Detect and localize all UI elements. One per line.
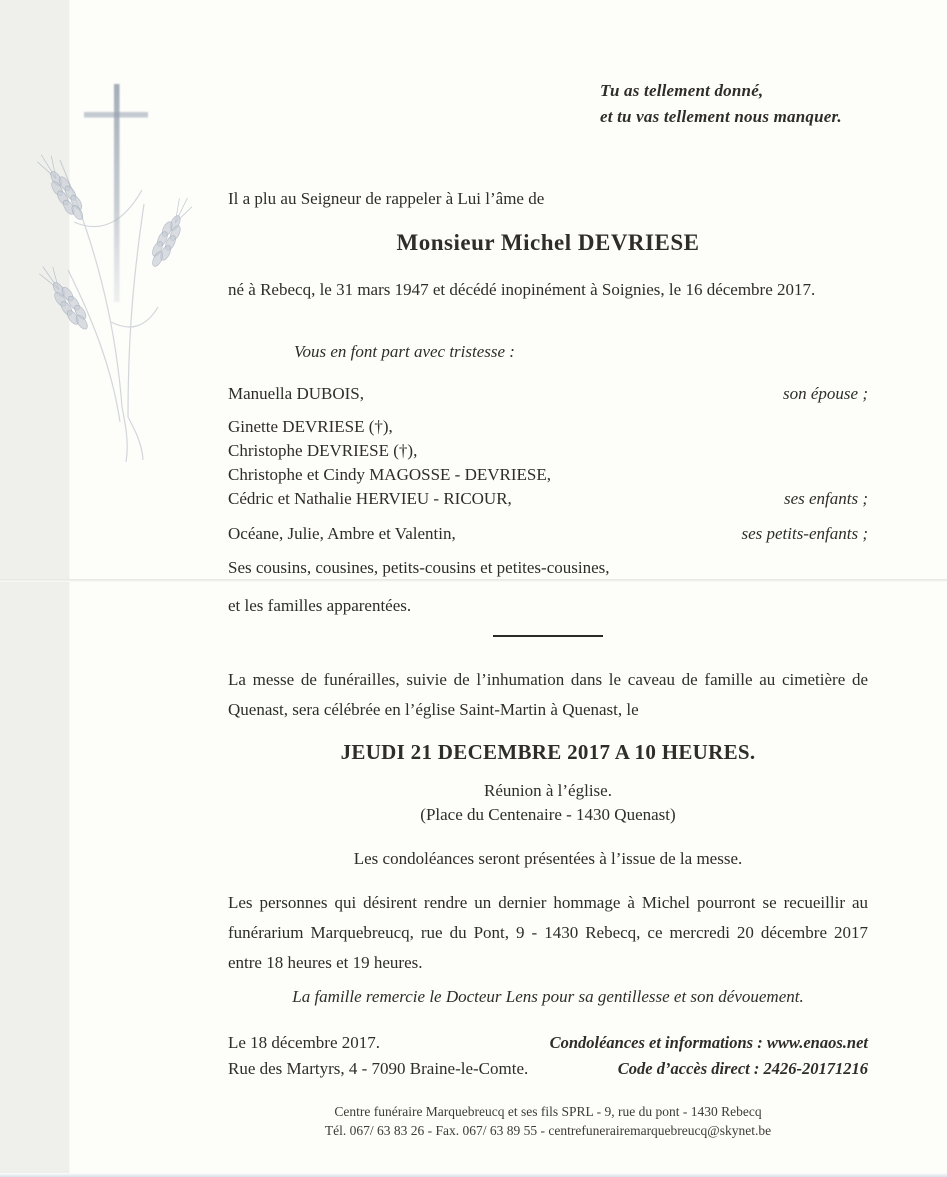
condolences-info: Condoléances et informations : www.enaos.net xyxy=(549,1033,868,1052)
funeral-home-footer xyxy=(228,1103,868,1140)
family-row xyxy=(228,594,868,618)
meeting-line: Réunion à l’église. xyxy=(484,781,612,800)
relation-label: son épouse ; xyxy=(783,384,868,403)
family-row xyxy=(228,463,868,487)
wheat-icon xyxy=(34,150,89,223)
family-list xyxy=(228,382,868,618)
family-name: Christophe DEVRIESE (†), xyxy=(228,441,418,460)
scan-bottom-edge xyxy=(0,1173,947,1177)
family-name: Manuella DUBOIS, xyxy=(228,384,364,403)
intro-line: Il a plu au Seigneur de rappeler à Lui l’âme de xyxy=(228,189,545,208)
footer-line-2: Tél. 067/ 63 83 26 - Fax. 067/ 63 89 55 - centrefunerairemarquebreucq@skynet.be xyxy=(324,1122,772,1138)
family-name: Océane, Julie, Ambre et Valentin, xyxy=(228,524,456,543)
family-row xyxy=(228,415,868,439)
closing-row xyxy=(228,1030,868,1056)
family-row xyxy=(228,382,868,406)
thanks-line: La famille remercie le Docteur Lens pour sa gentillesse et son dévouement. xyxy=(292,987,804,1006)
closing-block xyxy=(228,1030,868,1082)
epigraph-line-2: et tu vas tellement nous manquer. xyxy=(600,107,842,126)
life-dates: né à Rebecq, le 31 mars 1947 et décédé inopinément à Soignies, le 16 décembre 2017. xyxy=(228,280,816,299)
family-row xyxy=(228,487,868,511)
footer-line-1: Centre funéraire Marquebreucq et ses fils SPRL - 9, rue du pont - 1430 Rebecq xyxy=(334,1104,762,1119)
divider-line xyxy=(493,635,603,637)
sender-address: Rue des Martyrs, 4 - 7090 Braine-le-Comte. xyxy=(228,1059,529,1078)
visitation-paragraph: Les personnes qui désirent rendre un dernier hommage à Michel pourront se recueillir au funérarium Marquebreucq, rue du Pont, 9 - 1430 Rebecq, ce mercredi 20 décembre 2017 entre 18 heures et 19 heures. xyxy=(228,893,868,972)
closing-row xyxy=(228,1056,868,1082)
cross-and-wheat-artwork xyxy=(16,72,201,467)
church-address: (Place du Centenaire - 1430 Quenast) xyxy=(420,805,676,824)
family-name: Ginette DEVRIESE (†), xyxy=(228,417,393,436)
announcement-body xyxy=(228,0,868,1140)
epigraph-line-1: Tu as tellement donné, xyxy=(600,81,764,100)
family-name: et les familles apparentées. xyxy=(228,596,412,615)
ceremony-paragraph: La messe de funérailles, suivie de l’inhumation dans le caveau de famille au cimetière de Quenast, sera célébrée en l’église Saint-Martin à Quenast, le xyxy=(228,670,868,719)
deceased-name: Monsieur Michel DEVRIESE xyxy=(396,230,700,255)
announcement-lead: Vous en font part avec tristesse : xyxy=(294,342,515,361)
cross-icon xyxy=(84,84,148,302)
wheat-icon xyxy=(146,194,195,270)
family-row xyxy=(228,522,868,546)
ceremony-datetime: JEUDI 21 DECEMBRE 2017 A 10 HEURES. xyxy=(340,740,756,764)
family-row xyxy=(228,556,868,580)
family-name: Christophe et Cindy MAGOSSE - DEVRIESE, xyxy=(228,465,551,484)
relation-label: ses petits-enfants ; xyxy=(741,524,868,543)
closing-date: Le 18 décembre 2017. xyxy=(228,1033,380,1052)
family-name: Ses cousins, cousines, petits-cousins et petites-cousines, xyxy=(228,558,610,577)
relation-label: ses enfants ; xyxy=(783,489,868,508)
access-code: Code d’accès direct : 2426-20171216 xyxy=(617,1059,868,1078)
wheat-icon xyxy=(36,262,94,334)
epigraph xyxy=(600,78,868,130)
family-row xyxy=(228,439,868,463)
condolences-line: Les condoléances seront présentées à l’issue de la messe. xyxy=(353,849,743,868)
family-name: Cédric et Nathalie HERVIEU - RICOUR, xyxy=(228,489,512,508)
